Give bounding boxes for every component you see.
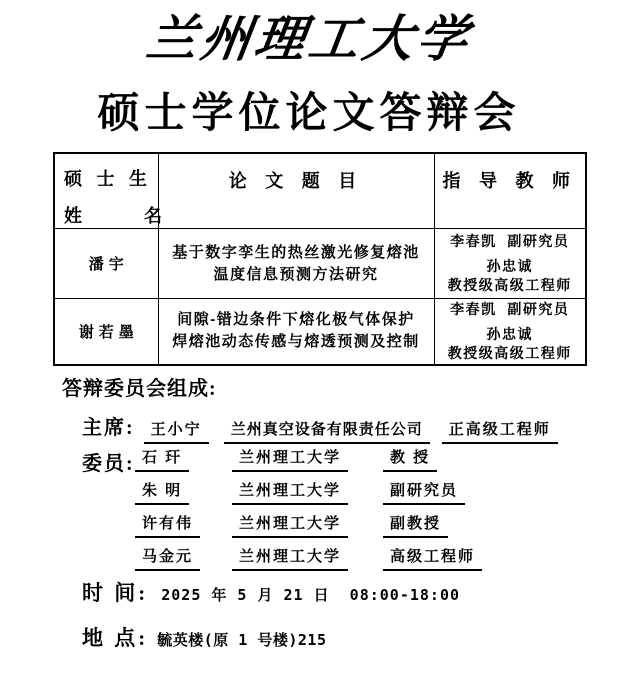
- member-title-slot: [383, 545, 482, 571]
- thesis-line1: 间隙-错边条件下熔化极气体保护: [177, 311, 415, 329]
- committee-heading: 答辩委员会组成:: [62, 378, 217, 400]
- table-row: [54, 229, 586, 299]
- member-organization: 兰州理工大学: [232, 512, 348, 538]
- thesis-line1: 基于数字孪生的热丝激光修复熔池: [172, 243, 420, 261]
- member-name: 许有伟: [135, 512, 200, 538]
- member-org-slot: [232, 446, 383, 472]
- member-organization: 兰州理工大学: [232, 479, 348, 505]
- thesis-title: [158, 229, 434, 299]
- student-header-line1: 硕 士 生: [64, 169, 152, 189]
- committee-member-row: [135, 479, 482, 512]
- members-label: 委员:: [82, 453, 135, 475]
- advisor-line2: 孙忠诚: [486, 325, 533, 342]
- advisor-cell: [434, 299, 586, 365]
- committee-member-row: [135, 446, 482, 479]
- advisor-line2: 孙忠诚: [486, 258, 533, 274]
- member-title-slot: [383, 512, 448, 538]
- time-value: 2025 年 5 月 21 日 08:00-18:00: [161, 586, 461, 604]
- advisor-cell: [434, 229, 586, 299]
- advisor-line1: 李春凯 副研究员: [450, 233, 570, 249]
- page-title: 硕士学位论文答辩会: [97, 91, 521, 137]
- student-name: 潘宇: [54, 229, 158, 299]
- member-name-slot: [135, 479, 232, 505]
- student-header-line2: 姓 名: [64, 206, 167, 226]
- chair-label: 主席:: [82, 417, 135, 439]
- committee-member-row: [135, 512, 482, 545]
- place-label: 地 点:: [82, 626, 149, 650]
- thesis-line2: 焊熔池动态传感与熔透预测及控制: [172, 333, 420, 351]
- member-org-slot: [232, 512, 383, 538]
- time-label: 时 间:: [82, 581, 149, 605]
- col-header-thesis-title: 论 文 题 目: [158, 153, 434, 229]
- time-row: [82, 577, 460, 607]
- advisor-line1: 李春凯 副研究员: [450, 300, 570, 317]
- member-name: 朱 明: [135, 479, 189, 505]
- committee-members: [82, 446, 482, 578]
- col-header-advisor: 指 导 教 师: [434, 153, 586, 229]
- member-name: 石 玕: [135, 446, 189, 472]
- advisor-line3: 教授级高级工程师: [447, 344, 572, 361]
- committee-chair-row: [82, 411, 558, 444]
- advisor-line3: 教授级高级工程师: [447, 277, 572, 293]
- member-org-slot: [232, 545, 383, 571]
- member-name-slot: [135, 512, 232, 538]
- member-title-slot: [383, 446, 437, 472]
- chair-name: 王小宁: [144, 418, 209, 444]
- table-header-row: [54, 153, 586, 229]
- table-row: [54, 299, 586, 365]
- member-job-title: 教 授: [383, 446, 437, 472]
- member-name-slot: [135, 446, 232, 472]
- member-organization: 兰州理工大学: [232, 446, 348, 472]
- member-title-slot: [383, 479, 465, 505]
- member-name: 马金元: [135, 545, 200, 571]
- defense-table: [53, 152, 587, 366]
- member-job-title: 副研究员: [383, 479, 465, 505]
- member-job-title: 副教授: [383, 512, 448, 538]
- place-row: [82, 622, 327, 652]
- chair-job-title: 正高级工程师: [442, 418, 558, 444]
- place-value: 毓英楼(原 1 号楼)215: [157, 631, 327, 649]
- thesis-title: [158, 299, 434, 365]
- member-org-slot: [232, 479, 383, 505]
- committee-member-row: [135, 545, 482, 578]
- thesis-line2: 温度信息预测方法研究: [213, 265, 379, 283]
- col-header-student-name: [54, 153, 167, 229]
- member-name-slot: [135, 545, 232, 571]
- university-calligraphy-logo: 兰州理工大学: [143, 11, 475, 67]
- member-organization: 兰州理工大学: [232, 545, 348, 571]
- member-job-title: 高级工程师: [383, 545, 482, 571]
- student-name: 谢若墨: [54, 299, 158, 365]
- chair-organization: 兰州真空设备有限责任公司: [224, 418, 430, 444]
